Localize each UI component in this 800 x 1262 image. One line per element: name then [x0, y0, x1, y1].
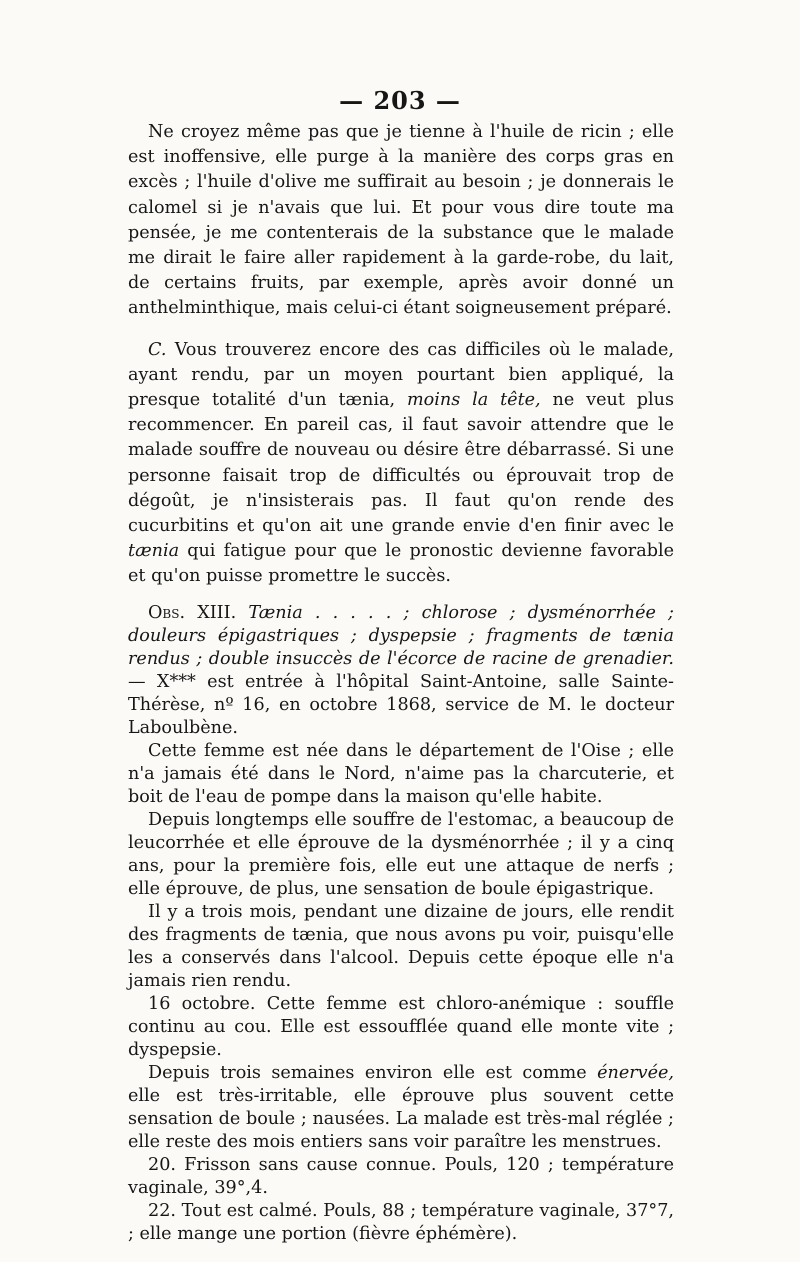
paragraph-symptoms-a: Depuis trois semaines environ elle est comme [148, 1062, 587, 1083]
paragraph-c-emphasis-2: tænia [128, 541, 180, 562]
paragraph-day-20: 20. Frisson sans cause connue. Pouls, 120 ; température vaginale, 39°,4. [128, 1154, 674, 1198]
paragraph-c-lead: C. [148, 339, 167, 360]
paragraph-oct-16: 16 octobre. Cette femme est chloro-anémique : souffle continu au cou. Elle est essoufflée quand elle monte vite ; dyspepsie. [128, 993, 674, 1060]
paragraph-symptoms-emphasis: énervée, [597, 1062, 674, 1083]
paragraph-c-part-b: ne veut plus recommencer. En pareil cas, il faut savoir attendre que le malade souffre de nouveau ou désire être débarrassé. Si une personne faisait trop de difficultés ou éprouvait trop de dégoût, je n'insisterais pas. Il faut qu'on rende des cucurbitins et qu'on ait une grande envie d'en finir avec le [128, 390, 675, 537]
paragraph-history: Depuis longtemps elle souffre de l'estomac, a beaucoup de leucorrhée et elle éprouve de la dysménorrhée ; il y a cinq ans, pour la première fois, elle eut une attaque de nerfs ; elle éprouve, de plus, une sensation de boule épigastrique. [128, 809, 674, 899]
observation-label: Obs. XIII. [148, 602, 237, 623]
paragraph-symptoms [128, 1062, 674, 1154]
observation-intro: — X*** est entrée à l'hôpital Saint-Antoine, salle Sainte-Thérèse, nº 16, en octobre 1868, service de M. le docteur Laboulbène. [128, 671, 674, 738]
paragraph-c-part-a: Vous trouverez encore des cas difficiles où le malade, ayant rendu, par un moyen pourtant bien appliqué, la presque totalité d'un tænia, [128, 339, 675, 411]
paragraph-fragments: Il y a trois mois, pendant une dizaine de jours, elle rendit des fragments de tænia, que nous avons pu voir, puisqu'elle les a conservés dans l'alcool. Depuis cette époque elle n'a jamais rien rendu. [128, 901, 674, 991]
observation-heading [128, 602, 674, 740]
paragraph-c-part-c: qui fatigue pour que le pronostic devienne favorable et qu'on puisse promettre le succès. [128, 541, 675, 587]
paragraph-c-emphasis: moins la tête, [406, 390, 541, 411]
paragraph-origin: Cette femme est née dans le département de l'Oise ; elle n'a jamais été dans le Nord, n'aime pas la charcuterie, et boit de l'eau de pompe dans la maison qu'elle habite. [128, 740, 674, 807]
page-body [128, 120, 674, 1246]
paragraph-c [128, 338, 674, 590]
paragraph-symptoms-b: elle est très-irritable, elle éprouve plus souvent cette sensation de boule ; nausées. La malade est très-mal réglée ; elle reste des mois entiers sans voir paraître les menstrues. [128, 1085, 674, 1152]
paragraph-ricin: Ne croyez même pas que je tienne à l'huile de ricin ; elle est inoffensive, elle purge à la manière des corps gras en excès ; l'huile d'olive me suffirait au besoin ; je donnerais le calomel si je n'avais que lui. Et pour vous dire toute ma pensée, je me contenterais de la substance que le malade me dirait le faire aller rapidement à la garde-robe, du lait, de certains fruits, par exemple, après avoir donné un anthelminthique, mais celui-ci étant soigneusement préparé. [128, 122, 674, 319]
paragraph-day-22: 22. Tout est calmé. Pouls, 88 ; température vaginale, 37°7, ; elle mange une portion (fièvre éphémère). [128, 1200, 674, 1244]
observation-title: Tænia . . . . . ; chlorose ; dysménorrhée ; douleurs épigastriques ; dyspepsie ; fragments de tænia rendus ; double insuccès de l'écorce de racine de grenadier. [128, 602, 674, 669]
page-number: — 203 — [339, 86, 461, 115]
